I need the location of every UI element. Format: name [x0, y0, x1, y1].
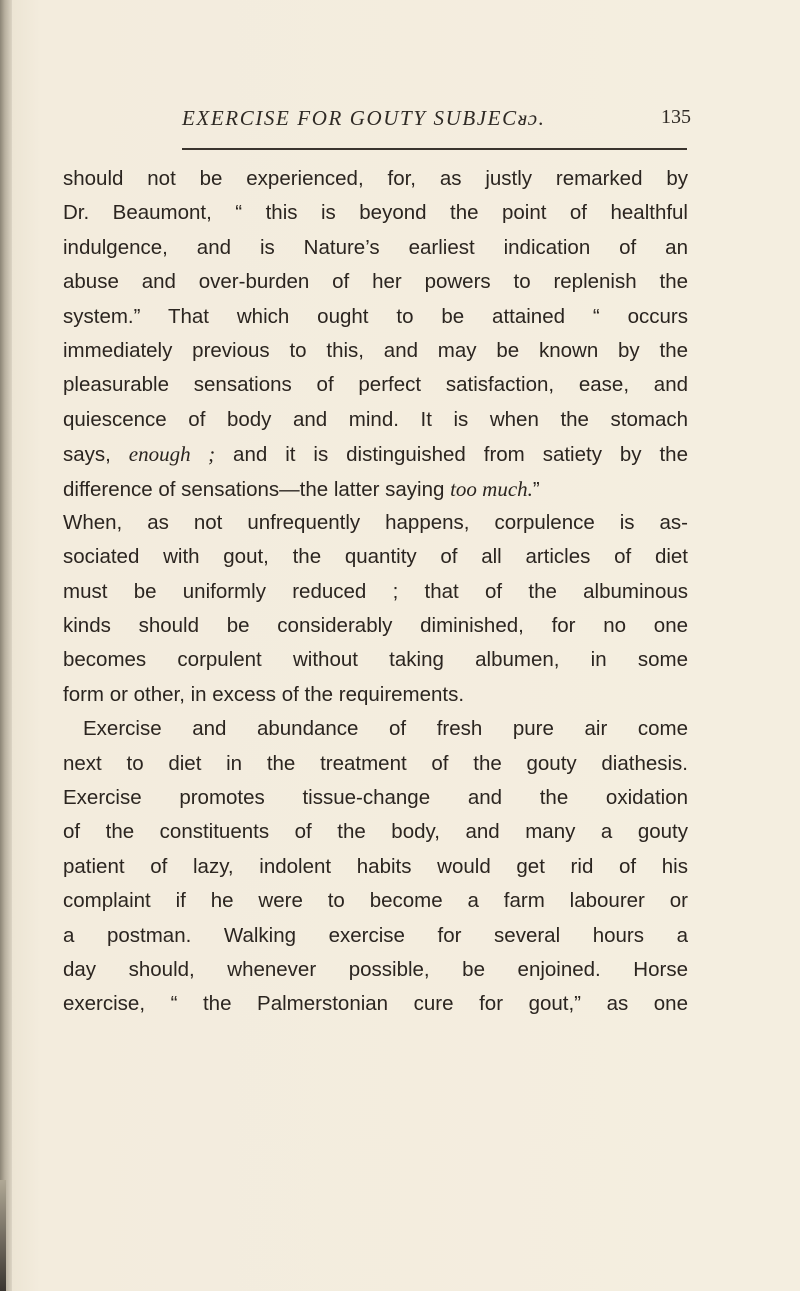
text-line: kinds should be considerably diminished, for no one: [63, 614, 688, 638]
text-line: pleasurable sensations of perfect satisfaction, ease, and: [63, 373, 688, 397]
text-line: a postman. Walking exercise for several hours a: [63, 923, 688, 947]
text-run: and it is distinguished from satiety by the: [215, 443, 688, 467]
text-line: day should, whenever possible, be enjoined. Horse: [63, 957, 688, 981]
text-line: system.” That which ought to be attained “ occurs: [63, 304, 688, 328]
text-line: should not be experienced, for, as justly remarked by: [63, 167, 688, 190]
text-run: difference of sensations—the latter saying: [63, 477, 451, 501]
text-line: [63, 472, 688, 506]
text-line: complaint if he were to become a farm labourer or: [63, 889, 688, 913]
text-line: When, as not unfrequently happens, corpulence is as-: [63, 510, 688, 534]
page-gutter-shadow: [0, 0, 12, 1291]
italic-emphasis: enough ;: [128, 442, 216, 467]
header-rule: [182, 148, 687, 150]
text-run: says,: [63, 443, 129, 467]
italic-emphasis: too much.: [450, 476, 533, 501]
text-line: of the constituents of the body, and many a gouty: [63, 820, 688, 844]
text-line: exercise, “ the Palmerstonian cure for gout,” as one: [63, 992, 688, 1016]
text-line: Exercise promotes tissue-change and the oxidation: [63, 786, 688, 810]
text-line: patient of lazy, indolent habits would get rid of his: [63, 854, 688, 878]
text-line: indulgence, and is Nature’s earliest indication of an: [63, 235, 688, 259]
body-text: [63, 162, 688, 1022]
text-line: quiescence of body and mind. It is when the stomach: [63, 407, 688, 431]
text-line: form or other, in excess of the requirements.: [63, 682, 465, 706]
text-line: Dr. Beaumont, “ this is beyond the point of healthful: [63, 201, 688, 225]
text-line: immediately previous to this, and may be known by the: [63, 338, 688, 362]
text-line: becomes corpulent without taking albumen, in some: [63, 648, 688, 672]
running-title: EXERCISE FOR GOUTY SUBJECᴚɔ.: [182, 106, 546, 130]
page-edge-shadow: [0, 1180, 6, 1291]
page-header: [0, 98, 800, 138]
text-line: abuse and over-burden of her powers to replenish the: [63, 270, 688, 294]
text-line: Exercise and abundance of fresh pure air come: [83, 717, 688, 741]
text-line: next to diet in the treatment of the gouty diathesis.: [63, 751, 688, 775]
text-line: must be uniformly reduced ; that of the albuminous: [63, 579, 688, 603]
text-run: ”: [532, 477, 540, 501]
page-number: 135: [661, 106, 691, 128]
text-line: sociated with gout, the quantity of all articles of diet: [63, 545, 688, 569]
text-line: [63, 437, 688, 471]
